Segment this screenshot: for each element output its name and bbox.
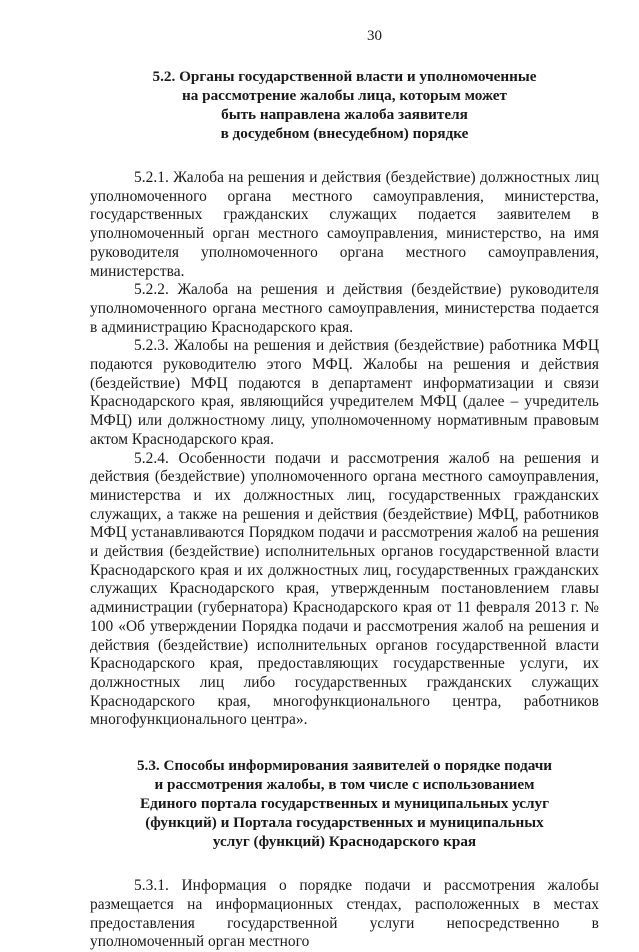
heading-line: Единого портала государственных и муниципальных услуг bbox=[140, 795, 549, 813]
section-5-2 bbox=[90, 67, 599, 730]
heading-line: на рассмотрение жалобы лица, которым может bbox=[181, 87, 507, 104]
section-heading-5-3 bbox=[90, 756, 599, 851]
heading-line: и рассмотрения жалобы, в том числе с использованием bbox=[154, 776, 535, 794]
heading-line: (функций) и Портала государственных и муниципальных bbox=[145, 814, 544, 832]
heading-line: услуг (функций) Краснодарского края bbox=[212, 833, 477, 851]
heading-line: 5.3. Способы информирования заявителей о порядке подачи bbox=[136, 757, 553, 775]
paragraph-5-3-1: 5.3.1. Информация о порядке подачи и рассмотрения жалобы размещается на информационных стендах, расположенных в местах предоставления государственной услуги непосредственно в уполномоченный орган местного bbox=[90, 877, 599, 951]
paragraph-5-2-3: 5.2.3. Жалобы на решения и действия (бездействие) работника МФЦ подаются руководителю этого МФЦ. Жалобы на решения и действия (бездействие) МФЦ подаются в департамент информатизации и связи Краснодарского края, являющийся учредителем МФЦ (далее – учредитель МФЦ) или должностному лицу, уполномоченному нормативным правовым актом Краснодарского края. bbox=[90, 337, 599, 448]
paragraph-5-2-2: 5.2.2. Жалоба на решения и действия (бездействие) руководителя уполномоченного органа местного самоуправления, министерства подается в администрацию Краснодарского края. bbox=[90, 281, 599, 336]
page-number: 30 bbox=[367, 28, 382, 44]
paragraph-5-2-4: 5.2.4. Особенности подачи и рассмотрения жалоб на решения и действия (бездействие) уполномоченного органа местного самоуправления, министерства и их должностных лиц, государственных гражданских служащих, а также на решения и действия (бездействие) МФЦ, работников МФЦ устанавливаются Порядком подачи и рассмотрения жалоб на решения и действия (бездействие) исполнительных органов государственной власти Краснодарского края и их должностных лиц, государственных гражданских служащих Краснодарского края, утвержденным постановлением главы администрации (губернатора) Краснодарского края от 11 февраля 2013 г. № 100 «Об утверждении Порядка подачи и рассмотрения жалоб на решения и действия (бездействие) исполнительных органов государственной власти Краснодарского края, предоставляющих государственные услуги, их должностных лиц либо государственных гражданских служащих Краснодарского края, многофункционального центра, работников многофункционального центра». bbox=[90, 449, 599, 729]
heading-line: быть направлена жалоба заявителя bbox=[221, 106, 468, 123]
section-5-3 bbox=[90, 756, 599, 952]
section-heading-5-2 bbox=[90, 67, 599, 143]
paragraph-5-2-1: 5.2.1. Жалоба на решения и действия (бездействие) должностных лиц уполномоченного органа местного самоуправления, министерства, государственных гражданских служащих подается заявителем в уполномоченный орган местного самоуправления, министерство, на имя руководителя уполномоченного органа местного самоуправления, министерства. bbox=[90, 169, 599, 280]
heading-line: в досудебном (внесудебном) порядке bbox=[220, 125, 469, 142]
heading-line: 5.2. Органы государственной власти и уполномоченные bbox=[152, 68, 537, 85]
